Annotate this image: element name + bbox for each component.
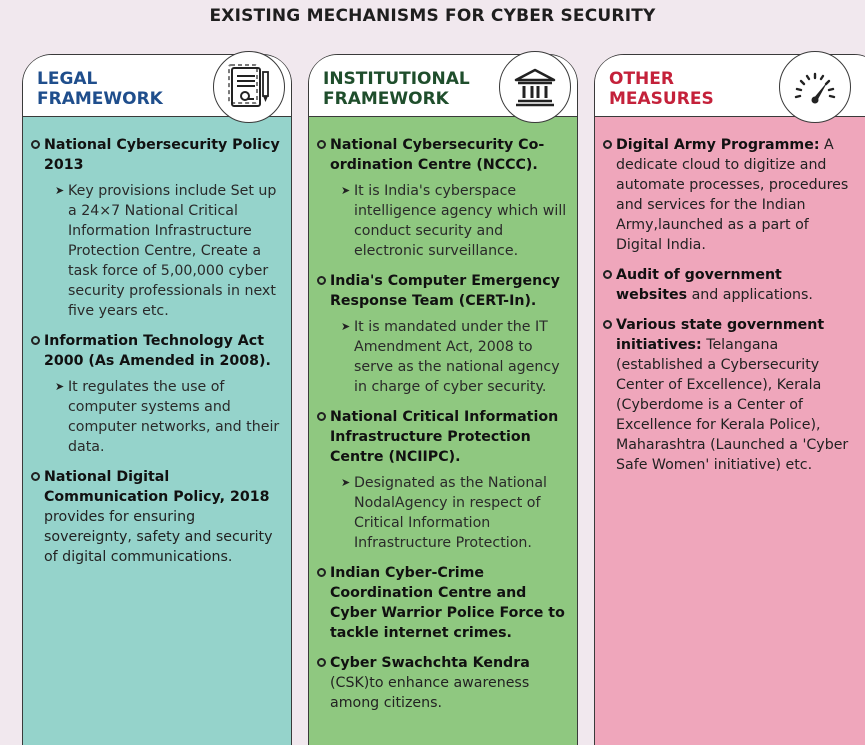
item-text: and applications. (691, 287, 813, 303)
item-title: National Digital Communication Policy, 2018 (44, 469, 270, 505)
page-title: EXISTING MECHANISMS FOR CYBER SECURITY (209, 6, 656, 26)
arrow-right-icon: ➤ (55, 380, 65, 393)
arrow-right-icon: ➤ (55, 184, 65, 197)
sub-item-text: Key provisions include Set up a 24×7 National Critical Information Infrastructure Protection Centre, Create a task force of 5,00,000 cyber security professionals in next five years etc. (68, 183, 277, 319)
arrow-right-icon: ➤ (341, 320, 351, 333)
list-item (603, 315, 855, 475)
title-line: INSTITUTIONAL (323, 69, 470, 89)
title-line: MEASURES (609, 89, 714, 109)
legal-framework-body (31, 135, 283, 577)
bullet-icon (603, 270, 612, 279)
bullet-icon (603, 320, 612, 329)
bullet-icon (317, 276, 326, 285)
legal-framework-column (22, 54, 292, 745)
item-title: Cyber Swachchta Kendra (330, 655, 530, 671)
list-item (317, 135, 569, 261)
list-item (31, 331, 283, 457)
other-measures-column (594, 54, 865, 745)
institutional-framework-body (317, 135, 569, 723)
sub-item (44, 377, 283, 457)
bullet-icon (317, 412, 326, 421)
sub-item (330, 473, 569, 553)
item-title: Indian Cyber-Crime Coordination Centre and Cyber Warrior Police Force to tackle internet crimes. (330, 565, 565, 641)
institutional-framework-title (323, 69, 470, 109)
bullet-icon (31, 472, 40, 481)
item-title: Digital Army Programme: (616, 137, 820, 153)
list-item (317, 653, 569, 713)
other-measures-body (603, 135, 855, 485)
list-item (317, 563, 569, 643)
list-item (317, 407, 569, 553)
speedometer-icon (779, 51, 851, 123)
arrow-right-icon: ➤ (341, 184, 351, 197)
list-item (317, 271, 569, 397)
legal-framework-title (37, 69, 163, 109)
list-item (31, 467, 283, 567)
sub-item (330, 317, 569, 397)
document-icon (213, 51, 285, 123)
title-line: FRAMEWORK (37, 89, 163, 109)
item-title: Audit of government websites (616, 267, 782, 303)
list-item (31, 135, 283, 321)
sub-item-text: It is mandated under the IT Amendment Act, 2008 to serve as the national agency in charge of cyber security. (354, 319, 560, 395)
item-text: (CSK)to enhance awareness among citizens. (330, 675, 530, 711)
item-title: India's Computer Emergency Response Team (CERT-In). (330, 273, 560, 309)
item-title: Information Technology Act 2000 (As Amended in 2008). (44, 333, 271, 369)
item-title: National Critical Information Infrastructure Protection Centre (NCIIPC). (330, 409, 559, 465)
item-text: A dedicate cloud to digitize and automate processes, procedures and services for the Indian Army,launched as a part of Digital India. (616, 137, 849, 253)
item-text: Telangana (established a Cybersecurity Center of Excellence), Kerala (Cyberdome is a Center of Excellence for Kerala Police), Maharashtra (Launched a 'Cyber Safe Women' initiative) etc. (616, 337, 849, 473)
government-building-icon (499, 51, 571, 123)
sub-item-text: Designated as the National NodalAgency in respect of Critical Information Infrastructure Protection. (354, 475, 547, 551)
bullet-icon (31, 140, 40, 149)
institutional-framework-column (308, 54, 578, 745)
sub-item (330, 181, 569, 261)
title-line: OTHER (609, 69, 674, 89)
other-measures-title (609, 69, 714, 109)
sub-item-text: It regulates the use of computer systems and computer networks, and their data. (68, 379, 280, 455)
bullet-icon (317, 140, 326, 149)
sub-item-text: It is India's cyberspace intelligence agency which will conduct security and electronic surveillance. (354, 183, 567, 259)
item-text: provides for ensuring sovereignty, safety and security of digital communications. (44, 509, 273, 565)
item-title: National Cybersecurity Co-ordination Centre (NCCC). (330, 137, 545, 173)
list-item (603, 135, 855, 255)
sub-item (44, 181, 283, 321)
item-title: National Cybersecurity Policy 2013 (44, 137, 280, 173)
bullet-icon (317, 568, 326, 577)
bullet-icon (31, 336, 40, 345)
bullet-icon (317, 658, 326, 667)
bullet-icon (603, 140, 612, 149)
title-line: FRAMEWORK (323, 89, 449, 109)
title-line: LEGAL (37, 69, 98, 89)
list-item (603, 265, 855, 305)
item-title: Various state government initiatives: (616, 317, 825, 353)
arrow-right-icon: ➤ (341, 476, 351, 489)
